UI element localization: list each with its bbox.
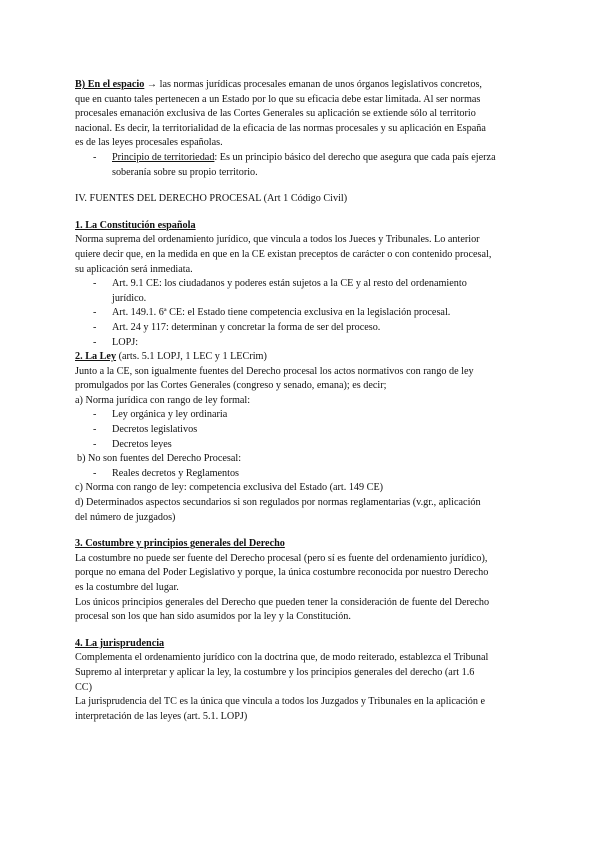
text-line: c) Norma con rango de ley: competencia exclusiva del Estado (art. 149 CE) [75,482,384,494]
text-line: Supremo al interpretar y aplicar la ley, la costumbre y los principios generales del derecho (art 1.6 [75,666,475,678]
section-title: IV. FUENTES DEL DERECHO PROCESAL (Art 1 Código Civil) [75,193,348,205]
bullet-item: - Art. 9.1 CE: los ciudadanos y poderes están sujetos a la CE y al resto del ordenamiento [93,278,467,290]
text-line: que en cuanto tales pertenecen a un Estado por lo que su eficacia debe estar limitada. Al ser normas [75,93,481,105]
bullet-continuation: soberanía sobre su propio territorio. [112,166,258,178]
arrow-glyph: → [144,79,160,90]
text-line: interpretación de las leyes (art. 5.1. LOPJ) [75,710,248,722]
text-line: promulgados por las Cortes Generales (congreso y senado, emana); es decir; [75,380,387,392]
text-line: Complementa el ordenamiento jurídico con la doctrina que, de modo reiterado, establezca el Tribunal [75,652,489,664]
bullet-term: Principio de territoriedad [112,151,215,163]
bullet-item: - Decretos leyes [93,438,172,450]
text-line: porque no emana del Poder Legislativo y porque, la única costumbre reconocida por nuestro Derecho [75,567,489,579]
bullet-item: - LOPJ: [93,336,139,348]
paragraph: B) En el espacio → las normas jurídicas procesales emanan de unos órganos legislativos concretos, [75,79,482,90]
text-line: CC) [75,681,92,693]
text-line: Los únicos principios generales del Derecho que pueden tener la consideración de fuente del Derecho [75,596,490,608]
text-line: d) Determinados aspectos secundarios si son regulados por normas reglamentarias (v.gr., aplicación [75,497,481,509]
text-line: es de las leyes procesales españolas. [75,137,223,149]
document-body [75,78,537,724]
text-line: Junto a la CE, son igualmente fuentes del Derecho procesal los actos normativos con rango de ley [75,365,474,377]
text-line: es la costumbre del lugar. [75,582,179,593]
bullet-item: - Art. 149.1. 6ª CE: el Estado tiene competencia exclusiva en la legislación procesal. [93,307,451,319]
subsection-heading: 4. La jurisprudencia [75,637,165,649]
text-line: Norma suprema del ordenamiento jurídico, que vincula a todos los Jueces y Tribunales. Lo anterior [75,234,480,246]
bullet-item: - Ley orgánica y ley ordinaria [93,409,228,421]
text-line: quiere decir que, en la medida en que en la CE existan preceptos de carácter o con contenido procesal, [75,248,492,260]
subsection-heading: 2. La Ley [75,351,117,363]
list-label: a) Norma jurídica con rango de ley formal: [75,394,251,406]
subsection-heading: 3. Costumbre y principios generales del Derecho [75,538,285,550]
text-line: nacional. Es decir, la territorialidad de la eficacia de las normas procesales y su aplicación en España [75,122,486,134]
text-line: La jurisprudencia del TC es la única que vincula a todos los Juzgados y Tribunales en la aplicación e [75,696,486,708]
bullet-continuation: jurídico. [112,292,147,304]
text-line: La costumbre no puede ser fuente del Derecho procesal (pero sí es fuente del ordenamiento jurídico), [75,552,488,564]
section-heading: B) En el espacio [75,79,145,90]
bullet-item: - Principio de territoriedad: Es un principio básico del derecho que asegura que cada país ejerza [93,151,496,163]
text-line: procesales emanación exclusiva de las Cortes Generales su aplicación se extiende sólo al territorio [75,108,476,120]
text-line: del número de juzgados) [75,511,176,523]
list-label: b) No son fuentes del Derecho Procesal: [77,453,242,465]
text-line: su aplicación será inmediata. [75,263,193,275]
text-line: procesal son los que han sido asumidos por la ley y la Constitución. [75,611,351,623]
subsection-heading-line: 2. La Ley (arts. 5.1 LOPJ, 1 LEC y 1 LECrim) [75,351,267,363]
bullet-item: - Reales decretos y Reglamentos [93,467,240,479]
bullet-item: - Decretos legislativos [93,424,198,436]
bullet-item: - Art. 24 y 117: determinan y concretar la forma de ser del proceso. [93,321,381,333]
subsection-heading: 1. La Constitución española [75,219,196,231]
